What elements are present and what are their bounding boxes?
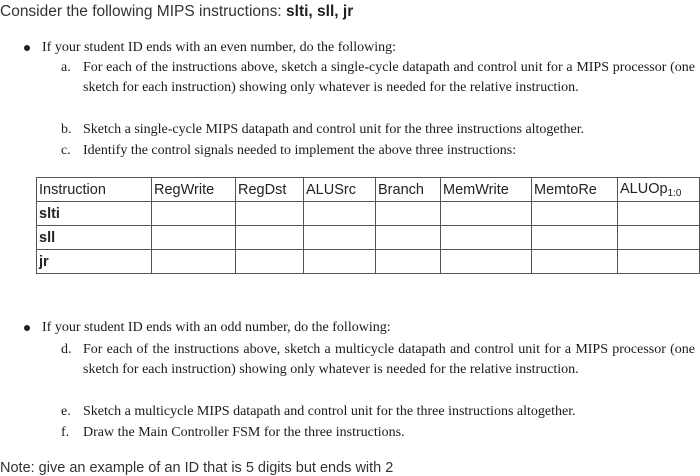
column-header: RegDst: [236, 178, 304, 202]
table-cell[interactable]: [236, 202, 304, 226]
item-marker: c.: [61, 143, 71, 158]
aluop-label: ALUOp: [620, 180, 668, 197]
instruction-cell: slti: [37, 202, 152, 226]
table-cell[interactable]: [532, 202, 618, 226]
column-header: Branch: [376, 178, 441, 202]
table-row: [37, 250, 700, 274]
odd-bullet-text: If your student ID ends with an odd number, do the following:: [42, 320, 391, 335]
note-text: Note: give an example of an ID that is 5 digits but ends with 2: [0, 460, 394, 476]
table-cell[interactable]: [152, 250, 236, 274]
item-marker: a.: [61, 60, 71, 75]
table-row: [37, 202, 700, 226]
heading-prefix: Consider the following MIPS instructions:: [0, 3, 287, 20]
item-marker: f.: [61, 425, 70, 440]
item-marker: e.: [61, 404, 71, 419]
table-cell[interactable]: [152, 202, 236, 226]
table-cell[interactable]: [618, 250, 700, 274]
item-text: For each of the instructions above, sketch a single-cycle datapath and control unit for a MIPS processor (one sketch for each instruction) showing only whatever is needed for the relative instruction.: [83, 60, 695, 95]
column-header: ALUSrc: [304, 178, 376, 202]
table-cell[interactable]: [304, 202, 376, 226]
bullet-dot: [24, 325, 30, 331]
table-cell[interactable]: [441, 202, 532, 226]
table-cell[interactable]: [532, 226, 618, 250]
table-cell[interactable]: [441, 226, 532, 250]
table-row: [37, 226, 700, 250]
table-cell[interactable]: [376, 202, 441, 226]
table-cell[interactable]: [532, 250, 618, 274]
item-marker: b.: [61, 122, 72, 137]
table-header-row: [37, 178, 700, 202]
column-header: RegWrite: [152, 178, 236, 202]
control-signals-table: [36, 177, 700, 274]
aluop-subscript: 1:0: [667, 187, 682, 199]
item-text: Identify the control signals needed to implement the above three instructions:: [83, 143, 517, 158]
item-text: Sketch a multicycle MIPS datapath and control unit for the three instructions altogether.: [83, 404, 576, 419]
table-cell[interactable]: [304, 226, 376, 250]
table-cell[interactable]: [152, 226, 236, 250]
table-cell[interactable]: [618, 202, 700, 226]
item-text: For each of the instructions above, sketch a multicycle datapath and control unit for a MIPS processor (one sketch for each instruction) showing only whatever is needed for the relative instruction.: [83, 342, 695, 377]
item-text: Sketch a single-cycle MIPS datapath and control unit for the three instructions altogether.: [83, 122, 585, 137]
table-cell[interactable]: [618, 226, 700, 250]
table-cell[interactable]: [236, 226, 304, 250]
column-header-aluop: [618, 178, 700, 202]
heading-instructions: slti, sll, jr: [286, 3, 354, 20]
bullet-dot: [24, 45, 30, 51]
table-cell[interactable]: [236, 250, 304, 274]
table-cell[interactable]: [304, 250, 376, 274]
instruction-cell: sll: [37, 226, 152, 250]
table-cell[interactable]: [376, 250, 441, 274]
table-cell[interactable]: [441, 250, 532, 274]
page-title: [0, 3, 353, 21]
column-header: Instruction: [37, 178, 152, 202]
instruction-cell: jr: [37, 250, 152, 274]
even-bullet-text: If your student ID ends with an even number, do the following:: [42, 40, 397, 55]
item-marker: d.: [61, 342, 72, 357]
item-text: Draw the Main Controller FSM for the three instructions.: [83, 425, 405, 440]
column-header: MemWrite: [441, 178, 532, 202]
column-header: MemtoRe: [532, 178, 618, 202]
table-cell[interactable]: [376, 226, 441, 250]
